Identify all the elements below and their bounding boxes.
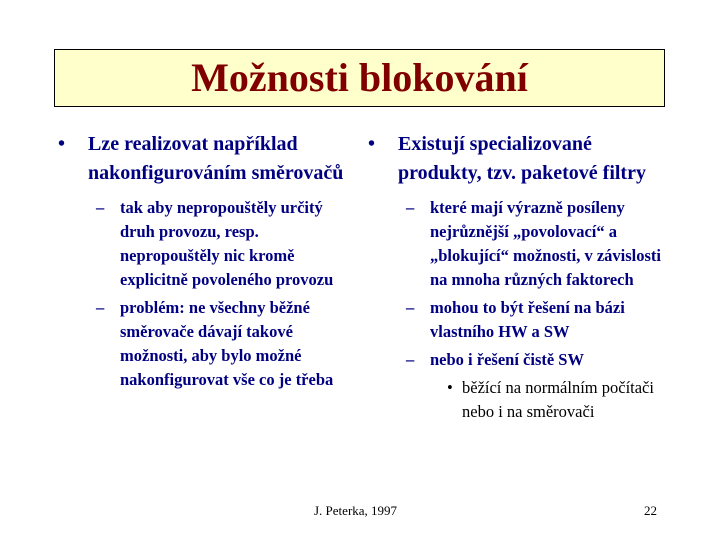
right-subitem-2-text: mohou to být řešení na bázi vlastního HW a SW (430, 298, 625, 341)
dash-icon: – (96, 298, 105, 317)
page-number: 22 (644, 503, 657, 518)
left-subitem-1 (58, 196, 358, 292)
left-subitem-2-text: problém: ne všechny běžné směrovače dávají takové možnosti, aby bylo možné nakonfigurovat vše co je třeba (120, 298, 334, 389)
slide-title: Možnosti blokování (191, 55, 528, 100)
dash-icon: – (406, 298, 415, 317)
bullet-icon: • (447, 378, 453, 397)
dash-icon: – (406, 198, 415, 217)
right-bullet-text: Existují specializované produkty, tzv. paketové filtry (398, 133, 646, 184)
right-subitem-3 (368, 348, 668, 372)
right-subitem-1-text: které mají výrazně posíleny nejrůznější „povolovací“ a „blokující“ možnosti, v závislosti na mnoha různých faktorech (430, 198, 662, 289)
right-bullet (368, 130, 668, 188)
left-bullet-text: Lze realizovat například nakonfigurováním směrovačů (88, 133, 344, 184)
dash-icon: – (96, 198, 105, 217)
title-box (54, 49, 665, 107)
footer-author: J. Peterka, 1997 (314, 503, 398, 518)
left-column (58, 130, 358, 396)
right-subitem-1 (368, 196, 668, 292)
left-subitem-1-text: tak aby nepropouštěly určitý druh provozu, resp. nepropouštěly nic kromě explicitně povoleného provozu (120, 198, 334, 289)
right-column (368, 130, 668, 424)
bullet-icon: • (368, 133, 376, 155)
dash-icon: – (406, 350, 415, 369)
bullet-icon: • (58, 133, 66, 155)
right-subsubitem (368, 376, 668, 424)
left-bullet (58, 130, 358, 188)
right-subsubitem-text: běžící na normálním počítači nebo i na směrovači (462, 378, 654, 421)
right-subitem-3-text: nebo i řešení čistě SW (430, 350, 584, 369)
right-subitem-2 (368, 296, 668, 344)
left-subitem-2 (58, 296, 358, 392)
